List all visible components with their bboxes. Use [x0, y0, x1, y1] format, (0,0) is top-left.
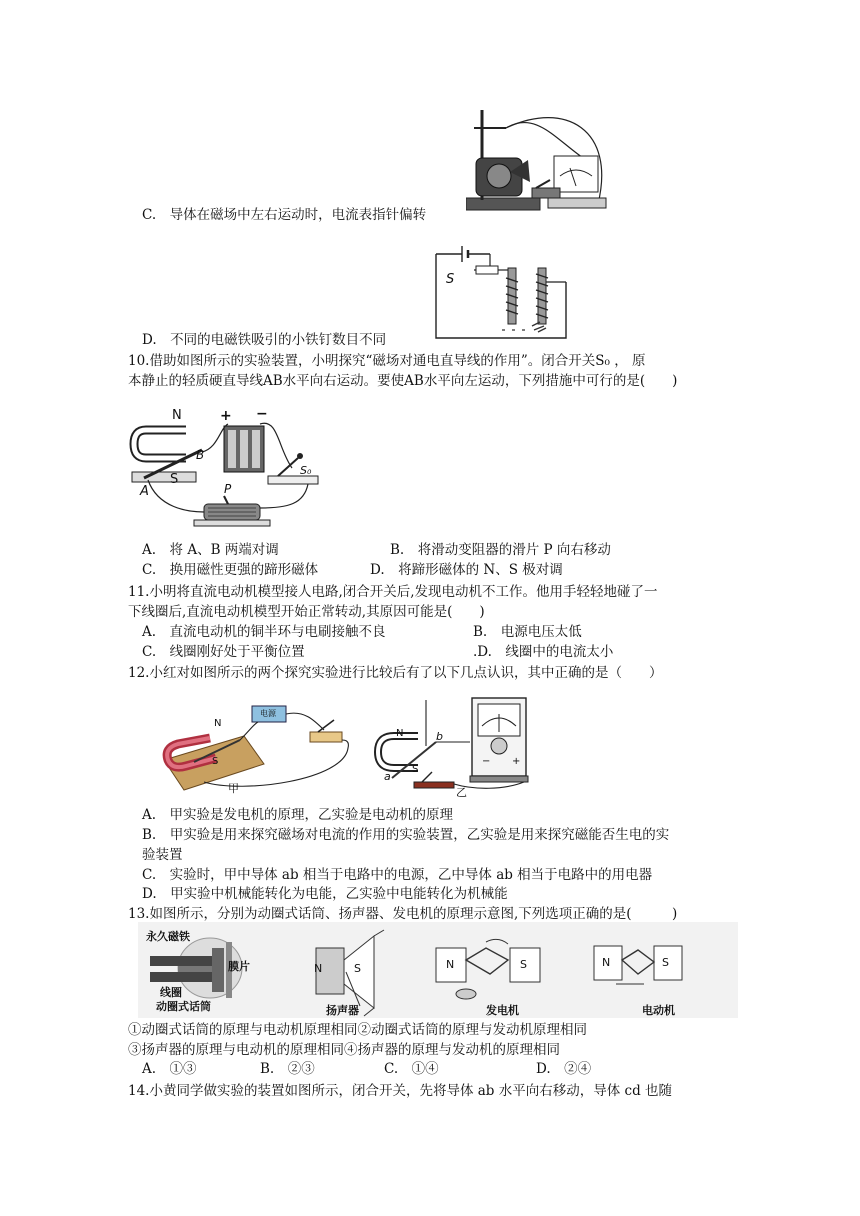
q12-option-d[interactable]: D. 甲实验中机械能转化为电能，乙实验中电能转化为机械能 — [142, 886, 508, 902]
q9-option-d[interactable]: D. 不同的电磁铁吸引的小铁钉数目不同 — [142, 332, 387, 348]
q13-option-b[interactable]: B. ②③ — [260, 1061, 315, 1077]
figure-q13-speaker-n: N — [314, 962, 323, 975]
figure-q12-yi-caption: 乙 — [456, 786, 467, 799]
q9-option-c[interactable]: C. 导体在磁场中左右运动时，电流表指针偏转 — [142, 207, 427, 223]
figure-q10-label-s0: S₀ — [300, 464, 312, 477]
figure-q13-motor-n: N — [602, 956, 611, 969]
q11-option-d[interactable]: .D. 线圈中的电流太小 — [473, 644, 614, 660]
figure-q12-yi-n: N — [396, 728, 404, 739]
q13-statement-line1: ①动圈式话筒的原理与电动机原理相同②动圈式话筒的原理与发动机原理相同 — [128, 1022, 587, 1038]
q13-stem: 13.如图所示，分别为动圈式话筒、扬声器、发电机的原理示意图,下列选项正确的是( ) — [128, 906, 678, 922]
figure-q9-c-apparatus — [466, 100, 616, 222]
figure-q12-power-label: 电源 — [260, 709, 276, 718]
figure-q10-label-s: S — [170, 472, 179, 487]
figure-q13-generator-s: S — [520, 958, 527, 971]
figure-q10-label-b: B — [196, 448, 205, 462]
figure-q9-d-circuit — [426, 244, 572, 344]
q13-statement-line2: ③扬声器的原理与电动机的原理相同④扬声器的原理与发动机的原理相同 — [128, 1042, 560, 1058]
figure-q12-meter-minus: − — [482, 756, 491, 767]
q13-option-a[interactable]: A. ①③ — [142, 1061, 197, 1077]
q12-option-a[interactable]: A. 甲实验是发电机的原理，乙实验是电动机的原理 — [142, 807, 454, 823]
q14-stem: 14.小黄同学做实验的装置如图所示，闭合开关，先将导体 ab 水平向右移动，导体 cd 也随 — [128, 1083, 673, 1099]
q13-option-c[interactable]: C. ①④ — [384, 1061, 439, 1077]
figure-q12-yi-b: b — [436, 730, 443, 743]
figure-q13-generator-n: N — [446, 958, 455, 971]
figure-q10-apparatus — [128, 408, 328, 538]
q12-option-b-line2[interactable]: 验装置 — [142, 847, 183, 863]
figure-q10-label-a: A — [140, 484, 149, 499]
figure-q13-speaker-caption: 扬声器 — [326, 1004, 359, 1017]
figure-q10-label-minus: − — [256, 406, 268, 422]
q11-stem-line2: 下线圈后,直流电动机模型开始正常转动,其原因可能是( ) — [128, 604, 485, 620]
figure-q13-diaphragm-label: 膜片 — [228, 960, 250, 973]
q10-stem-line2: 本静止的轻质硬直导线AB水平向右运动。要使AB水平向左运动，下列措施中可行的是( ) — [128, 373, 678, 389]
figure-q12-jia — [154, 700, 354, 796]
q10-option-a[interactable]: A. 将 A、B 两端对调 — [142, 542, 279, 558]
figure-q12-jia-s: S — [212, 756, 219, 767]
figure-q13-coil-label: 线圈 — [160, 986, 182, 999]
figure-q13-mic-caption: 动圈式话筒 — [156, 1000, 211, 1013]
figure-q12-yi-s: S — [412, 764, 419, 775]
figure-q13-generator-caption: 发电机 — [486, 1004, 519, 1017]
figure-q12-yi — [374, 690, 534, 799]
figure-q10-label-p: P — [224, 482, 232, 496]
figure-q9-d-switch-label: S — [446, 272, 455, 287]
figure-q12-meter-plus: + — [512, 756, 521, 767]
figure-q13-motor-caption: 电动机 — [642, 1004, 675, 1017]
figure-q12-jia-caption: 甲 — [228, 782, 239, 795]
q12-stem: 12.小红对如图所示的两个探究实验进行比较后有了以下几点认识，其中正确的是（ ） — [128, 665, 663, 681]
q11-option-b[interactable]: B. 电源电压太低 — [473, 624, 582, 640]
q11-option-a[interactable]: A. 直流电动机的铜半环与电刷接触不良 — [142, 624, 386, 640]
figure-q13-strip — [138, 922, 738, 1018]
q11-option-c[interactable]: C. 线圈刚好处于平衡位置 — [142, 644, 305, 660]
figure-q12-yi-a: a — [384, 770, 391, 783]
figure-q10-label-plus: + — [220, 408, 232, 424]
q10-option-d[interactable]: D. 将蹄形磁体的 N、S 极对调 — [370, 562, 563, 578]
q11-stem-line1: 11.小明将直流电动机模型接人电路,闭合开关后,发现电动机不工作。他用手轻轻地碰了一 — [128, 584, 658, 600]
q10-option-b[interactable]: B. 将滑动变阻器的滑片 P 向右移动 — [390, 542, 611, 558]
q12-option-c[interactable]: C. 实验时，甲中导体 ab 相当于电路中的电源，乙中导体 ab 相当于电路中的用电器 — [142, 867, 653, 883]
q10-option-c[interactable]: C. 换用磁性更强的蹄形磁体 — [142, 562, 319, 578]
q10-stem-line1: 10.借助如图所示的实验装置，小明探究“磁场对通电直导线的作用”。闭合开关S₀ ， 原 — [128, 353, 646, 369]
figure-q13-speaker-s: S — [354, 962, 361, 975]
q12-option-b-line1[interactable]: B. 甲实验是用来探究磁场对电流的作用的实验装置，乙实验是用来探究磁能否生电的实 — [142, 827, 670, 843]
figure-q13-magnet-label: 永久磁铁 — [146, 930, 190, 943]
figure-q12-jia-n: N — [214, 718, 222, 729]
q13-option-d[interactable]: D. ②④ — [536, 1061, 592, 1077]
figure-q10-label-n: N — [172, 408, 182, 423]
figure-q13-motor-s: S — [662, 956, 669, 969]
